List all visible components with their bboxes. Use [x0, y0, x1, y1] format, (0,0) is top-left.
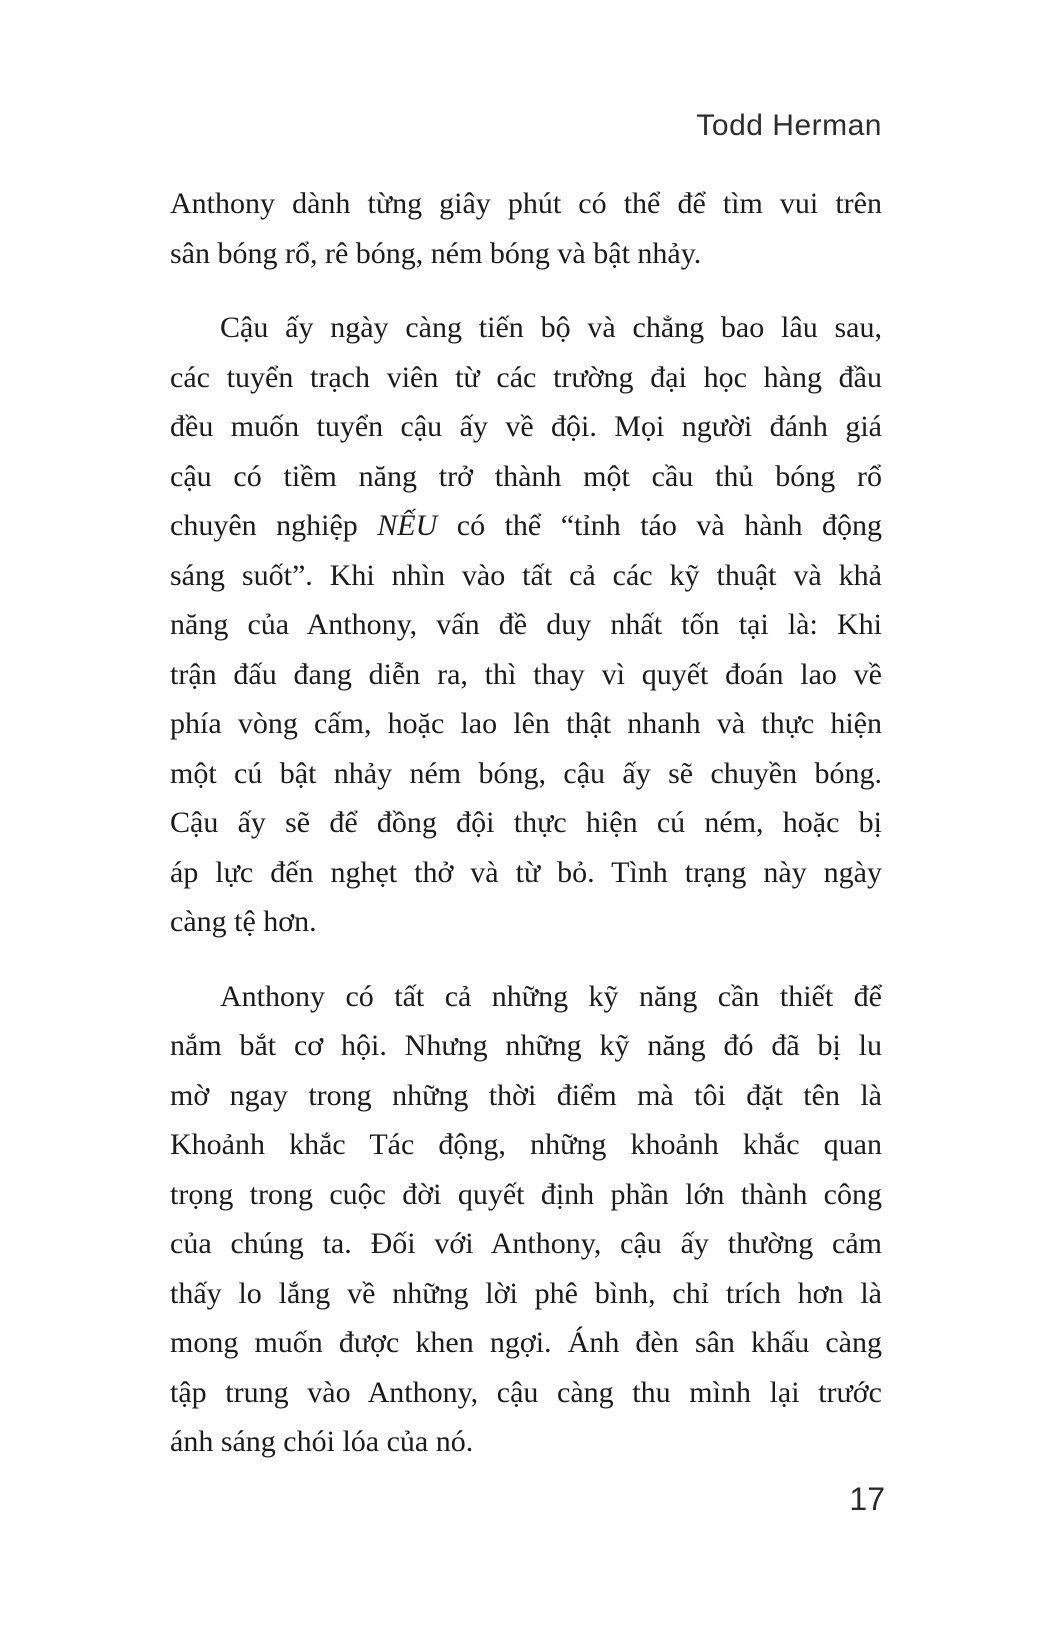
text-segment: chuyên nghiệp	[170, 509, 378, 542]
paragraph	[170, 179, 882, 278]
text-line	[170, 501, 882, 551]
running-header	[170, 109, 882, 143]
text-line: càng tệ hơn.	[170, 905, 317, 938]
text-line: áp lực đến nghẹt thở và từ bỏ. Tình trạng này ngày	[170, 855, 882, 889]
text-line: phía vòng cấm, hoặc lao lên thật nhanh và thực hiện	[170, 707, 882, 740]
text-line: sân bóng rổ, rê bóng, ném bóng và bật nhảy.	[170, 236, 702, 270]
text-line: mong muốn được khen ngợi. Ánh đèn sân khấu càng	[170, 1326, 882, 1359]
text-line: nắm bắt cơ hội. Nhưng những kỹ năng đó đã bị lu	[170, 1029, 882, 1062]
text-line: của chúng ta. Đối với Anthony, cậu ấy thường cảm	[170, 1227, 882, 1260]
text-line: mờ ngay trong những thời điểm mà tôi đặt tên là	[170, 1078, 882, 1112]
italic-emphasis: NẾU	[377, 509, 438, 542]
paragraph	[170, 303, 882, 947]
text-line: thấy lo lắng về những lời phê bình, chỉ trích hơn là	[170, 1276, 882, 1310]
text-line: ánh sáng chói lóa của nó.	[170, 1425, 474, 1458]
text-line: trọng trong cuộc đời quyết định phần lớn thành công	[170, 1177, 882, 1211]
text-line: các tuyển trạch viên từ các trường đại học hàng đầu	[170, 360, 882, 394]
text-line: cậu có tiềm năng trở thành một cầu thủ bóng rổ	[170, 459, 882, 493]
text-line: một cú bật nhảy ném bóng, cậu ấy sẽ chuyền bóng.	[170, 756, 882, 790]
text-line: sáng suốt”. Khi nhìn vào tất cả các kỹ thuật và khả	[170, 558, 882, 592]
text-line: năng của Anthony, vấn đề duy nhất tốn tại là: Khi	[170, 608, 882, 641]
page-number: 17	[849, 1481, 885, 1517]
text-line: Anthony có tất cả những kỹ năng cần thiết để	[220, 979, 882, 1013]
page-body	[170, 179, 882, 1467]
text-line: Khoảnh khắc Tác động, những khoảnh khắc quan	[170, 1128, 882, 1161]
text-line: trận đấu đang diễn ra, thì thay vì quyết đoán lao về	[170, 657, 882, 691]
author-name: Todd Herman	[696, 109, 882, 142]
text-line: Cậu ấy sẽ để đồng đội thực hiện cú ném, hoặc bị	[170, 806, 882, 839]
text-segment: có thể “tỉnh táo và hành động	[437, 509, 883, 542]
text-line: Cậu ấy ngày càng tiến bộ và chẳng bao lâu sau,	[220, 311, 882, 344]
text-line: đều muốn tuyển cậu ấy về đội. Mọi người đánh giá	[170, 410, 882, 443]
text-line: tập trung vào Anthony, cậu càng thu mình lại trước	[170, 1375, 882, 1409]
text-line: Anthony dành từng giây phút có thể để tìm vui trên	[170, 187, 882, 220]
paragraph	[170, 972, 882, 1467]
